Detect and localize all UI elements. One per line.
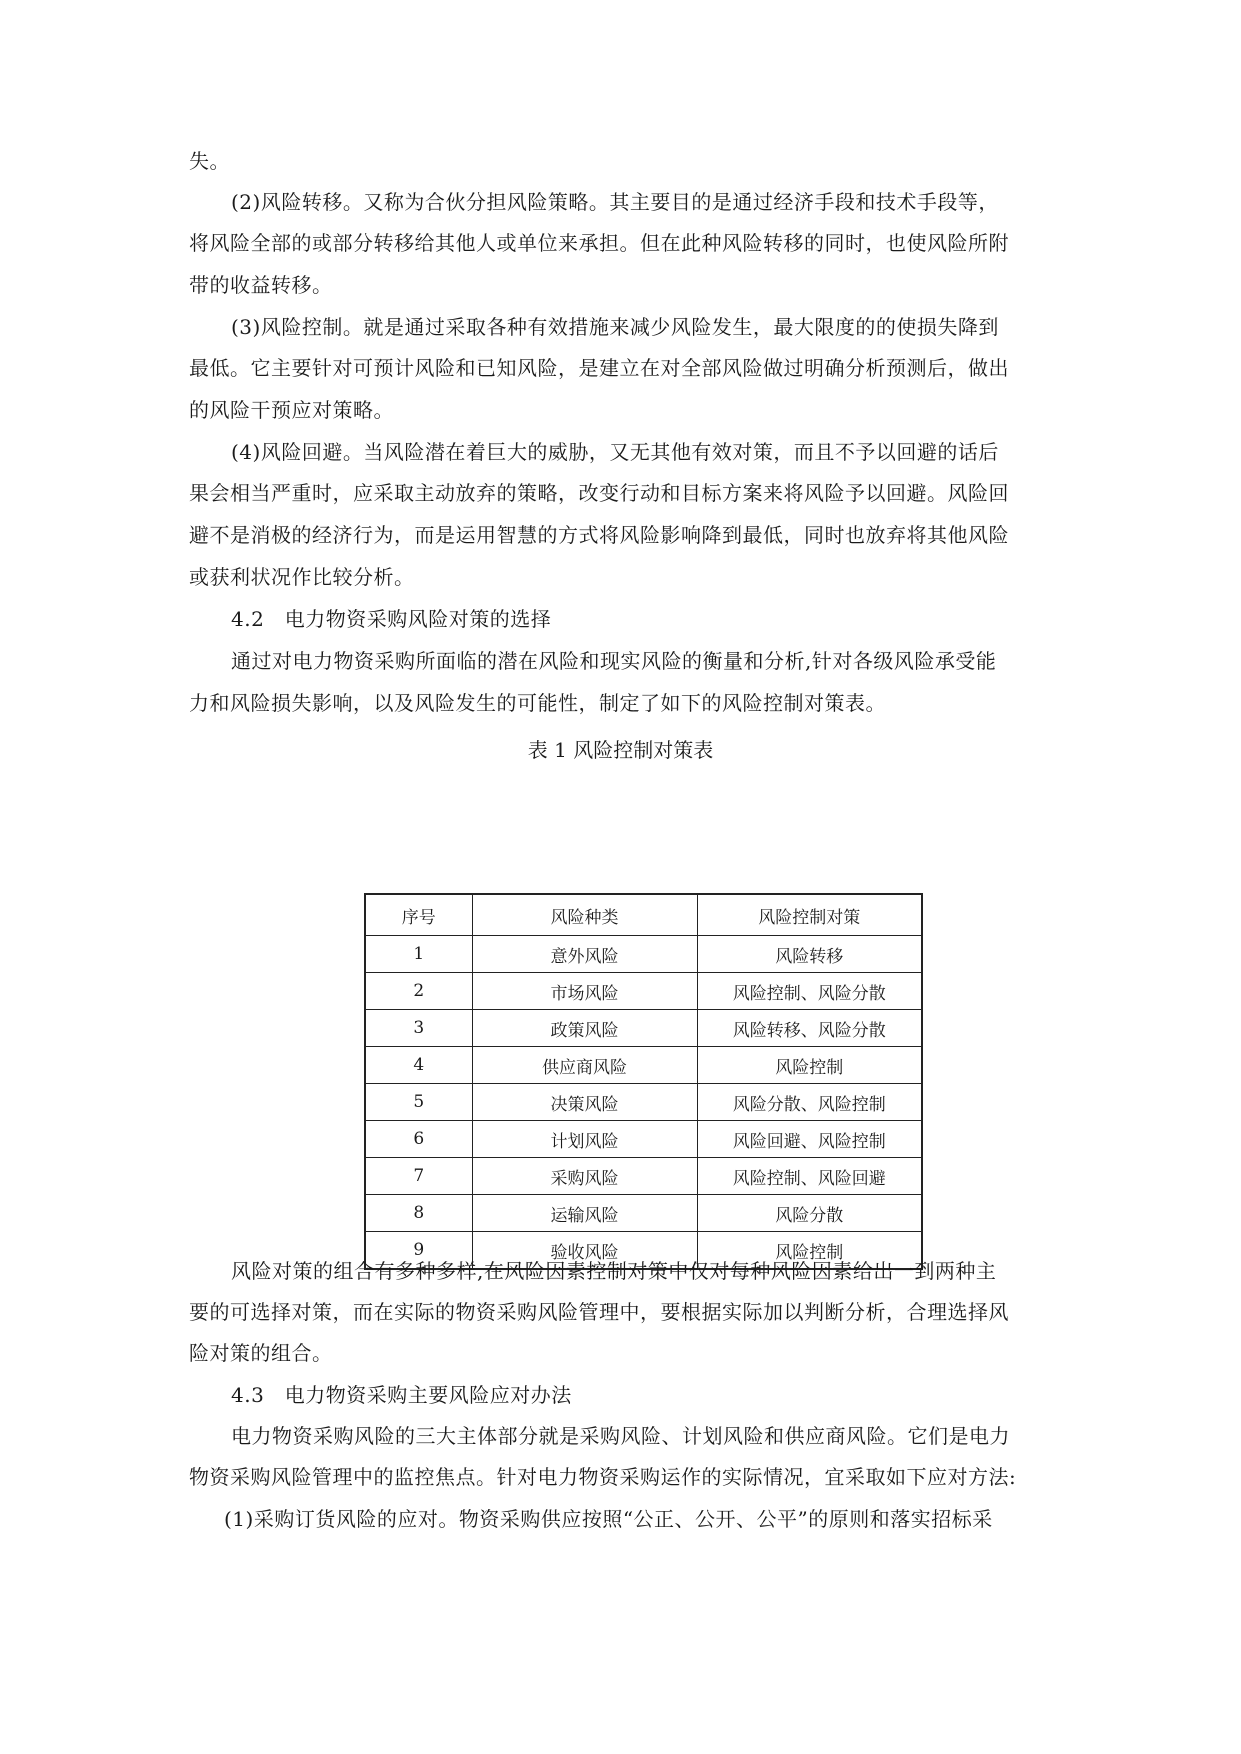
text-line: (2)风险转移。又称为合伙分担风险策略。其主要目的是通过经济手段和技术手段等， <box>231 190 999 214</box>
text-line: 力和风险损失影响，以及风险发生的可能性，制定了如下的风险控制对策表。 <box>189 691 886 715</box>
header-cell: 风险控制对策 <box>697 894 922 936</box>
cell-risk-type: 验收风险 <box>472 1232 697 1270</box>
cell-risk-type: 采购风险 <box>472 1158 697 1195</box>
cell-index: 4 <box>365 1047 472 1084</box>
text-line: (4)风险回避。当风险潜在着巨大的威胁，又无其他有效对策，而且不予以回避的话后 <box>231 440 999 464</box>
cell-strategy: 风险分散 <box>697 1195 922 1232</box>
table-caption: 表 1 风险控制对策表 <box>527 738 714 762</box>
section-heading: 4.3 电力物资采购主要风险应对办法 <box>231 1383 572 1407</box>
cell-index: 5 <box>365 1084 472 1121</box>
table-row <box>365 1158 922 1195</box>
table-row <box>365 973 922 1010</box>
text-line: 或获利状况作比较分析。 <box>189 565 415 589</box>
table-row <box>365 1084 922 1121</box>
text-line: 避不是消极的经济行为，而是运用智慧的方式将风险影响降到最低，同时也放弃将其他风险 <box>189 523 1009 547</box>
text-line: 要的可选择对策，而在实际的物资采购风险管理中，要根据实际加以判断分析，合理选择风 <box>189 1300 1009 1324</box>
text-line: (3)风险控制。就是通过采取各种有效措施来减少风险发生，最大限度的的使损失降到 <box>231 315 999 339</box>
cell-index: 1 <box>365 936 472 973</box>
text-line: 失。 <box>189 149 230 173</box>
text-line: 带的收益转移。 <box>189 273 333 297</box>
cell-index: 7 <box>365 1158 472 1195</box>
cell-strategy: 风险控制 <box>697 1232 922 1270</box>
cell-index: 8 <box>365 1195 472 1232</box>
text-line: 的风险干预应对策略。 <box>189 398 394 422</box>
text-line: 电力物资采购风险的三大主体部分就是采购风险、计划风险和供应商风险。它们是电力 <box>231 1424 1010 1448</box>
table-row <box>365 1010 922 1047</box>
table-row <box>365 1195 922 1232</box>
cell-strategy: 风险转移 <box>697 936 922 973</box>
risk-control-table <box>364 893 923 1270</box>
cell-risk-type: 市场风险 <box>472 973 697 1010</box>
cell-risk-type: 决策风险 <box>472 1084 697 1121</box>
text-line: 将风险全部的或部分转移给其他人或单位来承担。但在此种风险转移的同时，也使风险所附 <box>189 231 1009 255</box>
header-cell: 序号 <box>365 894 472 936</box>
table-row <box>365 936 922 973</box>
cell-index: 6 <box>365 1121 472 1158</box>
cell-index: 2 <box>365 973 472 1010</box>
table-row <box>365 1121 922 1158</box>
table-header-row <box>365 894 922 936</box>
cell-risk-type: 供应商风险 <box>472 1047 697 1084</box>
cell-strategy: 风险分散、风险控制 <box>697 1084 922 1121</box>
cell-risk-type: 意外风险 <box>472 936 697 973</box>
table-row <box>365 1047 922 1084</box>
cell-strategy: 风险回避、风险控制 <box>697 1121 922 1158</box>
cell-risk-type: 运输风险 <box>472 1195 697 1232</box>
text-line: 通过对电力物资采购所面临的潜在风险和现实风险的衡量和分析,针对各级风险承受能 <box>231 649 997 673</box>
text-line: 风险对策的组合有多种多样,在风险因素控制对策中仅对每种风险因素给出一到两种主 <box>231 1259 997 1283</box>
cell-risk-type: 计划风险 <box>472 1121 697 1158</box>
cell-strategy: 风险控制、风险回避 <box>697 1158 922 1195</box>
text-line: 果会相当严重时，应采取主动放弃的策略，改变行动和目标方案来将风险予以回避。风险回 <box>189 481 1009 505</box>
header-cell: 风险种类 <box>472 894 697 936</box>
text-line: 最低。它主要针对可预计风险和已知风险，是建立在对全部风险做过明确分析预测后，做出 <box>189 356 1009 380</box>
cell-strategy: 风险控制、风险分散 <box>697 973 922 1010</box>
cell-strategy: 风险控制 <box>697 1047 922 1084</box>
cell-risk-type: 政策风险 <box>472 1010 697 1047</box>
text-line: 物资采购风险管理中的监控焦点。针对电力物资采购运作的实际情况，宜采取如下应对方法: <box>189 1465 1017 1489</box>
cell-strategy: 风险转移、风险分散 <box>697 1010 922 1047</box>
text-line: (1)采购订货风险的应对。物资采购供应按照“公正、公开、公平”的原则和落实招标采 <box>224 1507 993 1531</box>
cell-index: 3 <box>365 1010 472 1047</box>
text-line: 险对策的组合。 <box>189 1341 333 1365</box>
cell-index: 9 <box>365 1232 472 1270</box>
section-heading: 4.2 电力物资采购风险对策的选择 <box>231 607 552 631</box>
